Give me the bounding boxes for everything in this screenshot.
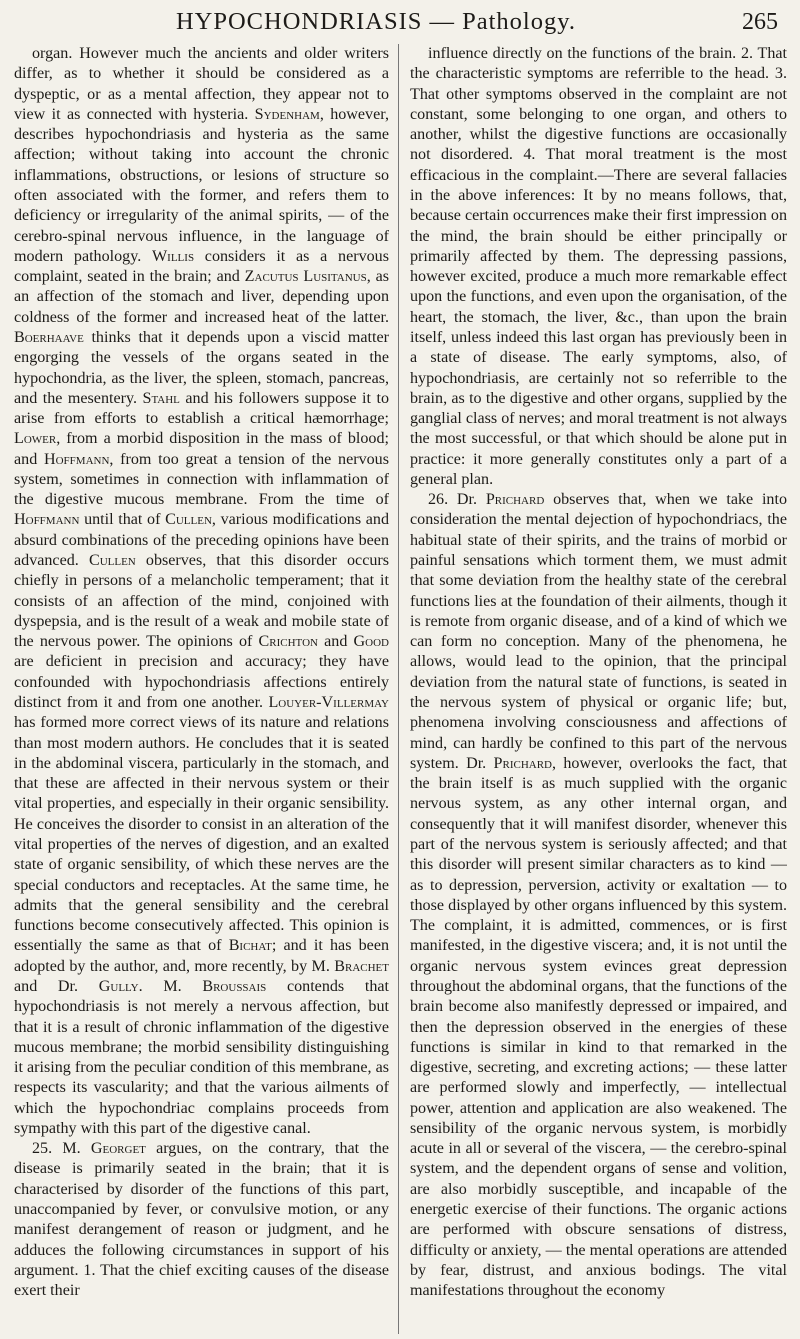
text-run: and his followers suppose it to arise from efforts to establish a critical hæmorrhage;	[14, 389, 389, 428]
cited-author: Zacutus Lusitanus	[244, 268, 367, 286]
cited-author: Cullen	[88, 552, 136, 570]
text-run: , various modifications and absurd combinations of the preceding opinions have been advanced.	[14, 511, 389, 570]
text-run: considers it as a nervous complaint, seated in the brain; and	[14, 247, 389, 286]
text-run: contends that hypochondriasis is not merely a nervous affection, but that it is a result of chronic inflammation of the digestive mucous membrane; the morbid sensibility distinguishing it arising from the peculiar condition of this membrane, as respects its vascularity; and that the various ailments of which the hypochondriac complains proceeds from sympathy with this part of the digestive canal.	[14, 977, 389, 1137]
cited-author: Stahl	[142, 389, 180, 407]
paragraph	[410, 44, 787, 490]
text-run: 26. Dr.	[428, 491, 486, 509]
text-run: observes, that this disorder occurs chiefly in persons of a melancholic temperament; that it consists of an affection of the mind, conjoined with dyspepsia, and is the result of a weak and mobile state of the nervous power. The opinions of	[14, 552, 389, 651]
cited-author: Bichat	[228, 937, 272, 955]
text-run: , as an affection of the stomach and liver, depending upon coldness of the former and increased heat of the latter.	[14, 268, 389, 326]
cited-author: Cullen	[165, 511, 212, 529]
cited-author: Prichard	[485, 491, 545, 509]
paragraph	[14, 44, 389, 1139]
paragraph	[14, 1139, 389, 1301]
text-run: has formed more correct views of its nature and relations than most modern authors. He concludes that it is seated in the abdominal viscera, particularly in the stomach, and that these are affected in their nervous system or their vital properties, and especially in their organic sensibility. He conceives the disorder to consist in an alteration of the vital properties of the nerves of digestion, and an exalted state of organic sensibility, of which these nerves are the special conductors and receptacles. At the same time, he admits that the general sensibility and the cerebral functions become consecutively affected. This opinion is essentially the same as that of	[14, 714, 389, 955]
cited-author: Lower	[14, 430, 57, 448]
text-run: thinks that it depends upon a viscid matter engorging the vessels of the organs seated in the hypochondria, as the liver, the spleen, stomach, pancreas, and the mesentery.	[14, 328, 389, 407]
text-run: , from too great a tension of the nervous system, sometimes in connection with inflammation of the digestive mucous membrane. From the time of	[14, 450, 389, 509]
cited-author: Crichton	[258, 633, 318, 651]
text-run: , from a morbid disposition in the mass of blood; and	[14, 430, 389, 468]
cited-author: Boerhaave	[14, 328, 84, 346]
cited-author: Brachet	[334, 957, 389, 975]
cited-author: Louyer-Villermay	[268, 694, 389, 711]
text-run: 25. M.	[32, 1140, 91, 1158]
cited-author: Georget	[90, 1140, 146, 1158]
column-divider	[398, 44, 399, 1334]
text-run: . M.	[138, 977, 203, 995]
text-run: organ. However much the ancients and older writers differ, as to whether it should be considered as a dyspeptic, or as a mental affection, they appear not to view it as connected with hysteria.	[14, 45, 389, 123]
cited-author: Prichard	[493, 754, 553, 772]
text-run: influence directly on the functions of the brain. 2. That the characteristic symptoms are referrible to the head. 3. That other symptoms observed in the complaint are not constant, some belonging to one organ, and others to another, whilst the digestive functions are occasionally not disordered. 4. That moral treatment is the most efficacious in the complaint.—There are several fallacies in the above inferences: It by no means follows, that, because certain occurrences make their first impression on the mind, the brain should be either principally or primarily affected by them. The depressing passions, however excited, produce a much more remarkable effect upon the functions, and even upon the organisation, of the heart, the stomach, the liver, &c., than upon the brain itself, unless indeed this last organ has previously been in a state of disease. The early symptoms, also, of hypochondriasis, are certainly not so referrible to the brain, as to the digestive and other organs, supplied by the ganglial class of nerves; and moral treatment is not always the most successful, or that which should be alone put in practice: it more generally constitutes only a part of a general plan.	[410, 45, 787, 488]
text-run: observes that, when we take into consideration the mental dejection of hypochondriacs, the habitual state of their spirits, and the trains of morbid or painful sensations which torment them, we must admit that some deviation from the healthy state of the cerebral functions lies at the foundation of their ailments, though it is remote from organic disease, and of a kind of which we can form no conception. Many of the phenomena, he allows, would lead to the opinion, that the principal deviation from the natural state of functions, is seated in the nervous system of physical or organic life; but, phenomena involving consciousness and affections of mind, can hardly be confined to this part of the nervous system. Dr.	[410, 491, 787, 772]
running-head: HYPOCHONDRIASIS — Pathology.	[175, 8, 577, 35]
text-run: until that of	[79, 511, 166, 529]
left-column	[14, 44, 389, 1336]
cited-author: Sydenham	[254, 105, 320, 123]
cited-author: Willis	[151, 247, 195, 265]
cited-author: Broussais	[202, 977, 267, 995]
text-run: argues, on the contrary, that the disease is primarily seated in the brain; that it is characterised by disorder of the functions of this part, unaccompanied by fever, or convulsive motion, or any manifest derangement of reason or judgment, and he adduces the following circumstances in support of his argument. 1. That the chief exciting causes of the disease exert their	[14, 1140, 389, 1300]
text-run: , however, overlooks the fact, that the brain itself is as much supplied with the organic nervous system, as any other internal organ, and consequently that it will manifest disorder, whenever this part of the nervous system is seriously affected; and that this disorder will present similar characters as to kind — as to depression, perversion, activity or exaltation — to those displayed by other organs influenced by this system. The complaint, it is admitted, commences, or is first manifested, in the digestive viscera; and, it is not until the organic nervous system evinces great depression throughout the abdominal organs, that the functions of the brain become also manifestly depressed or impaired, and then the depression observed in the energies of these functions is similar in kind to that remarked in the digestive, secreting, and excreting actions; — these latter are performed slowly and imperfectly, — intellectual power, attention and application are also weakened. The sensibility of the organic nervous system, is morbidly acute in all or several of the viscera, — the cerebro-spinal system, and the dependent organs of sense and volition, are also morbidly susceptible, and incapable of the energetic exercise of their functions. The organic actions are performed with obscure sensations of distress, difficulty or anxiety, — the mental operations are attended by fear, distrust, and anxious bodings. The vital manifestations throughout the economy	[410, 754, 787, 1300]
text-run: and	[317, 633, 354, 651]
text-run: ; and it has been adopted by the author, and, more recently, by M.	[14, 937, 389, 975]
page-number: 265	[742, 9, 778, 35]
page-header	[18, 8, 778, 44]
text-run: and Dr.	[14, 977, 99, 995]
paragraph	[410, 490, 787, 1301]
cited-author: Hoffmann	[14, 511, 80, 529]
cited-author: Hoffmann	[43, 450, 110, 468]
text-run: are deficient in precision and accuracy; they have confounded with hypochondriasis affections entirely distinct from it and from one another.	[14, 653, 389, 711]
cited-author: Good	[353, 633, 389, 651]
cited-author: Gully	[98, 977, 139, 995]
right-column	[410, 44, 787, 1336]
text-run: , however, describes hypochondriasis and hysteria as the same affection; without taking into account the chronic inflammations, obstructions, or lesions of structure so often associated with the former, and refers them to deficiency or irregularity of the animal spirits, — of the cerebro-spinal nervous influence, in the language of modern pathology.	[14, 105, 389, 265]
